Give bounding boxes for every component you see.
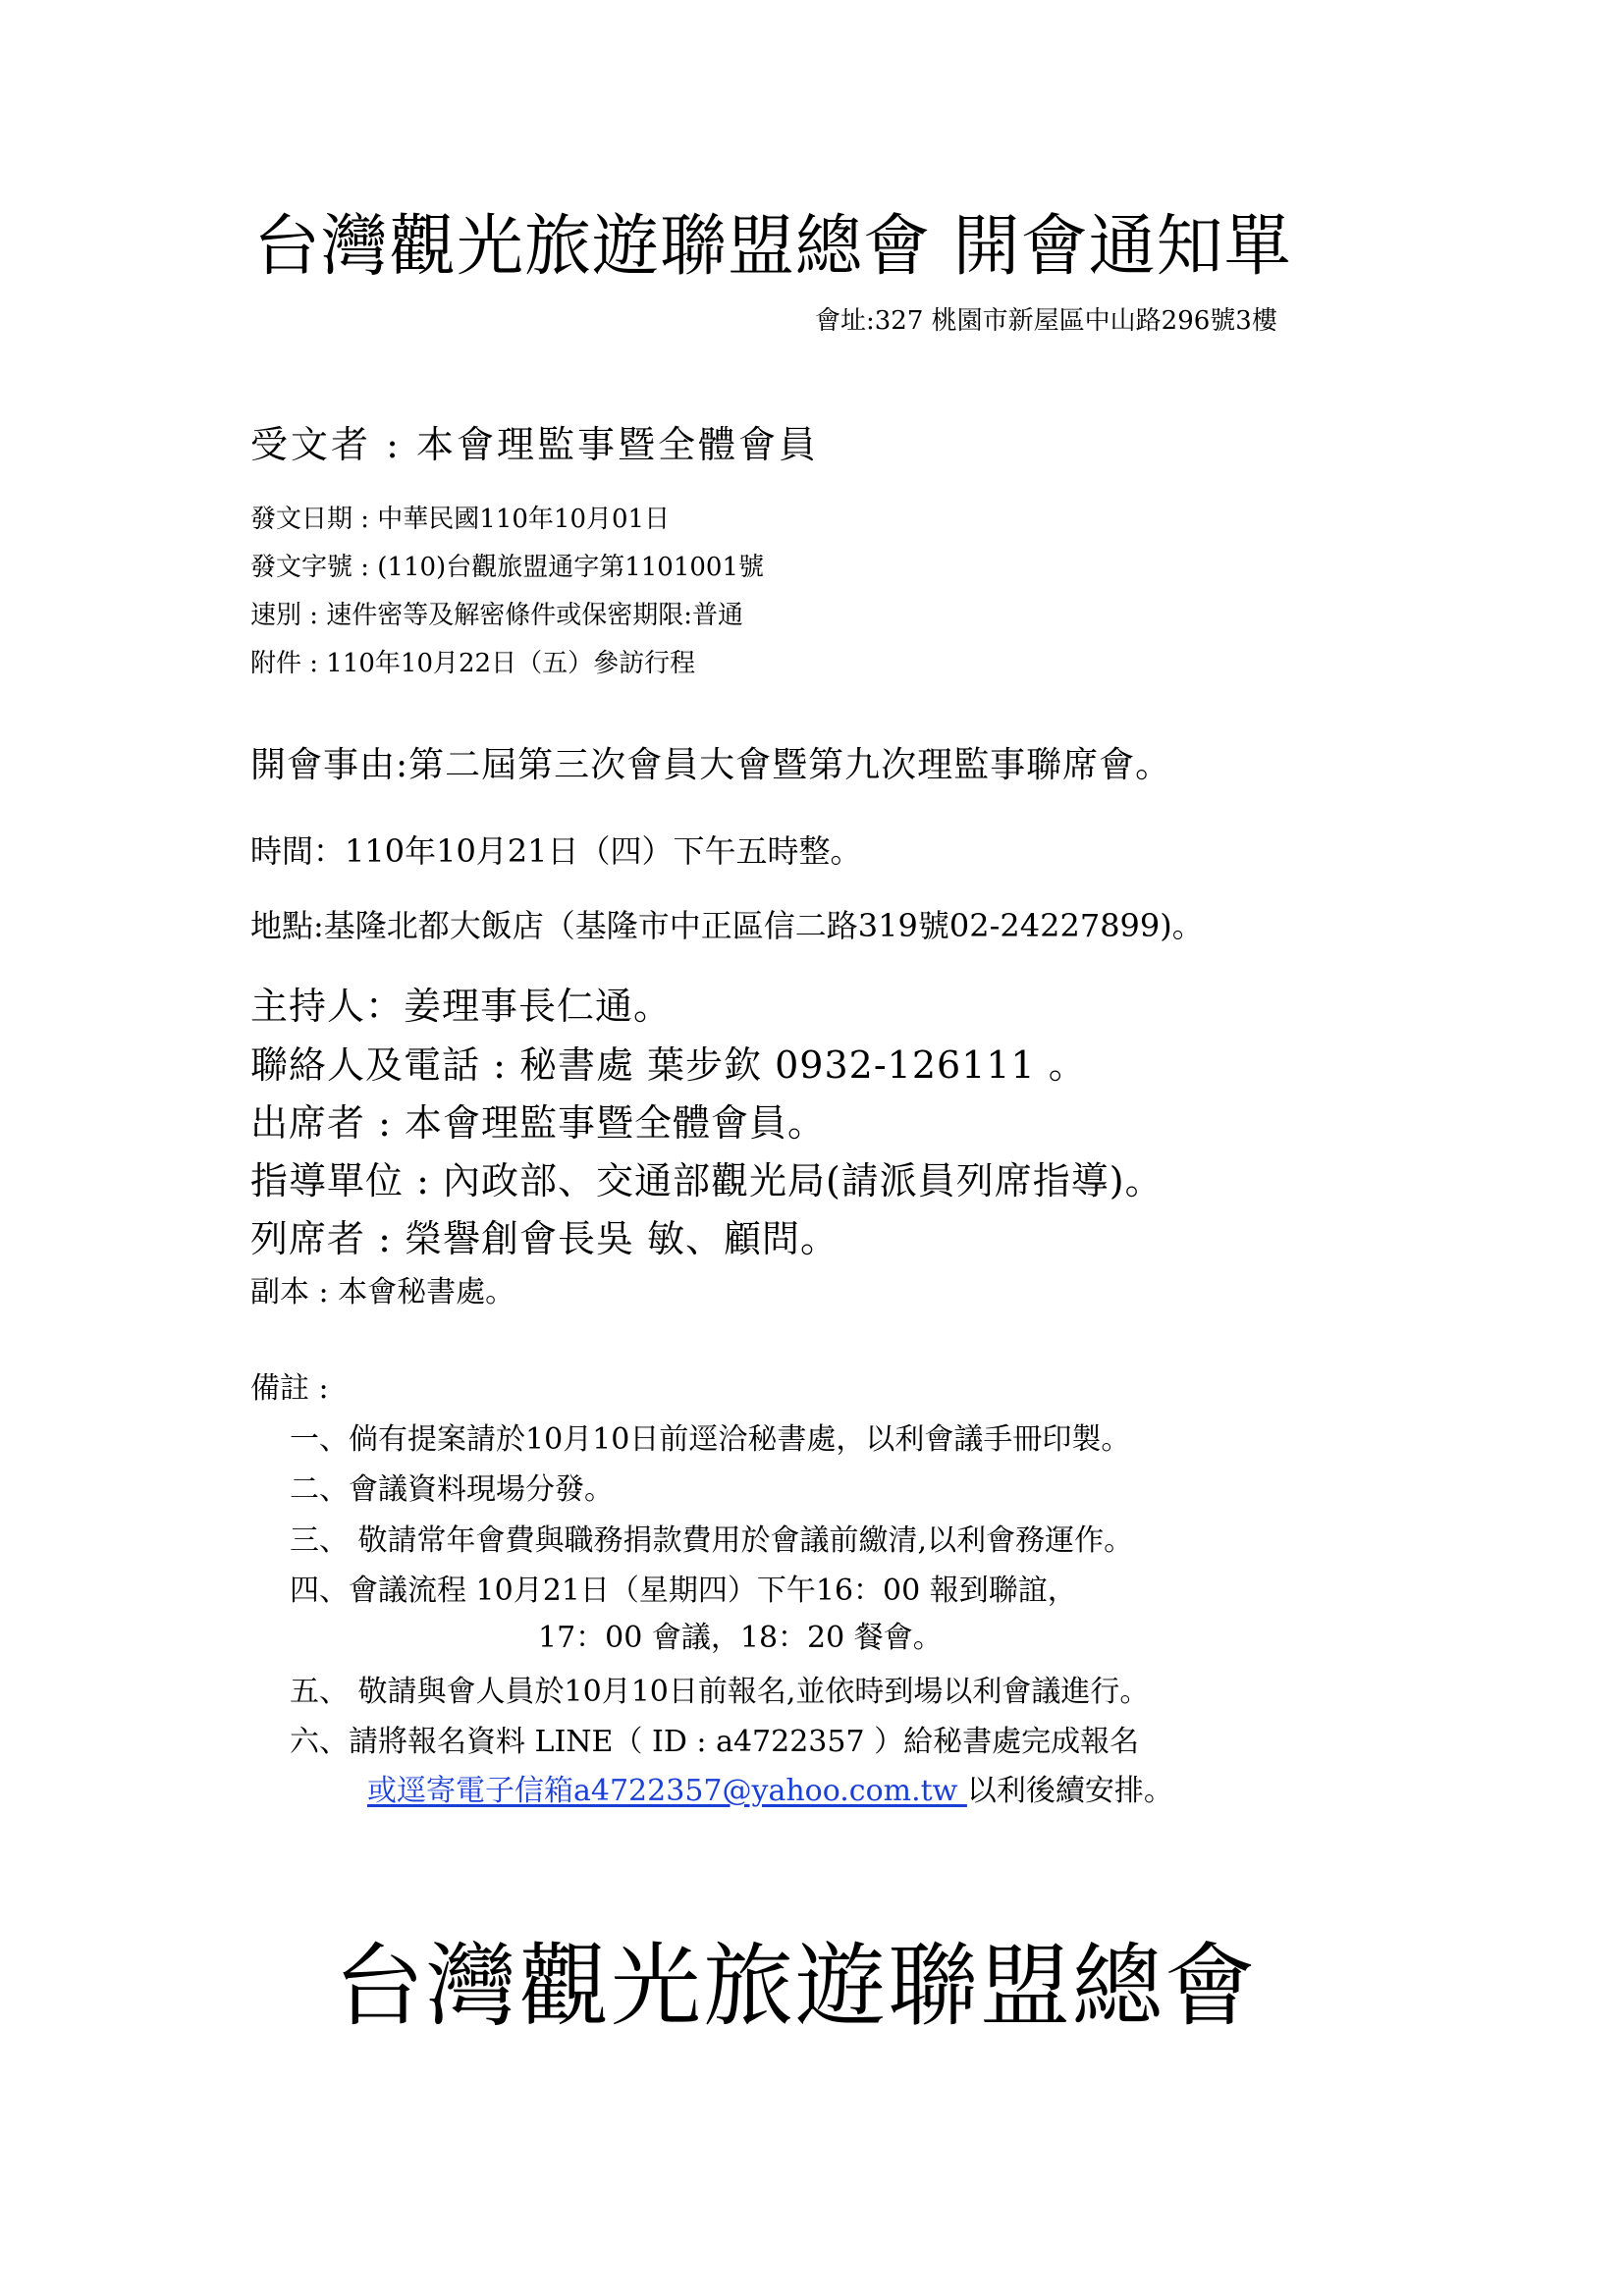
contact-person: 聯絡人及電話 : 秘書處 葉步欽 0932-126111 。 [250, 1043, 1087, 1087]
note-item-continuation: 17：00 會議，18：20 餐會。 [538, 1621, 943, 1655]
meeting-time: 時間：110年10月21日（四）下午五時整。 [250, 832, 862, 870]
notes-label: 備註 : [250, 1371, 329, 1406]
footer-association-name: 台灣觀光旅遊聯盟總會 [334, 1934, 1258, 2039]
email-line-suffix: 以利後續安排。 [966, 1774, 1173, 1808]
note-item: 二、會議資料現場分發。 [290, 1472, 614, 1507]
note-item: 一、倘有提案請於10月10日前逕洽秘書處，以利會議手冊印製。 [290, 1422, 1131, 1457]
urgency-level: 速別 : 速件密等及解密條件或保密期限:普通 [250, 601, 744, 630]
guidance-units: 指導單位 : 內政部、交通部觀光局(請派員列席指導)。 [250, 1159, 1164, 1202]
issue-number: 發文字號 : (110)台觀旅盟通字第1101001號 [250, 553, 764, 582]
note-item: 六、請將報名資料 LINE（ ID : a4722357 ）給秘書處完成報名 [290, 1725, 1140, 1759]
association-address: 會址:327 桃園市新屋區中山路296號3樓 [815, 306, 1277, 336]
attachment-line: 附件 : 110年10月22日（五）參訪行程 [250, 649, 696, 678]
attendees-line: 出席者 : 本會理監事暨全體會員。 [250, 1101, 826, 1145]
email-line [367, 1774, 1173, 1808]
note-item: 三、 敬請常年會費與職務捐款費用於會議前繳清,以利會務運作。 [290, 1523, 1134, 1558]
meeting-host: 主持人：姜理事長仁通。 [250, 985, 673, 1028]
recipient-line: 受文者 : 本會理監事暨全體會員 [250, 423, 819, 466]
meeting-reason: 開會事由:第二屆第三次會員大會暨第九次理監事聯席會。 [250, 745, 1172, 785]
note-item: 五、 敬請與會人員於10月10日前報名,並依時到場以利會議進行。 [290, 1675, 1150, 1709]
document-title: 台灣觀光旅遊聯盟總會 開會通知單 [253, 208, 1292, 286]
cc-line: 副本 : 本會秘書處。 [250, 1275, 515, 1309]
guests-line: 列席者 : 榮譽創會長吳 敏、顧問。 [250, 1217, 839, 1260]
note-item: 四、會議流程 10月21日（星期四）下午16：00 報到聯誼， [290, 1574, 1077, 1608]
meeting-location: 地點:基隆北都大飯店（基隆市中正區信二路319號02-24227899)。 [250, 907, 1204, 944]
issue-date: 發文日期 : 中華民國110年10月01日 [250, 505, 671, 534]
email-link[interactable]: 或逕寄電子信箱a4722357@yahoo.com.tw [367, 1774, 967, 1808]
